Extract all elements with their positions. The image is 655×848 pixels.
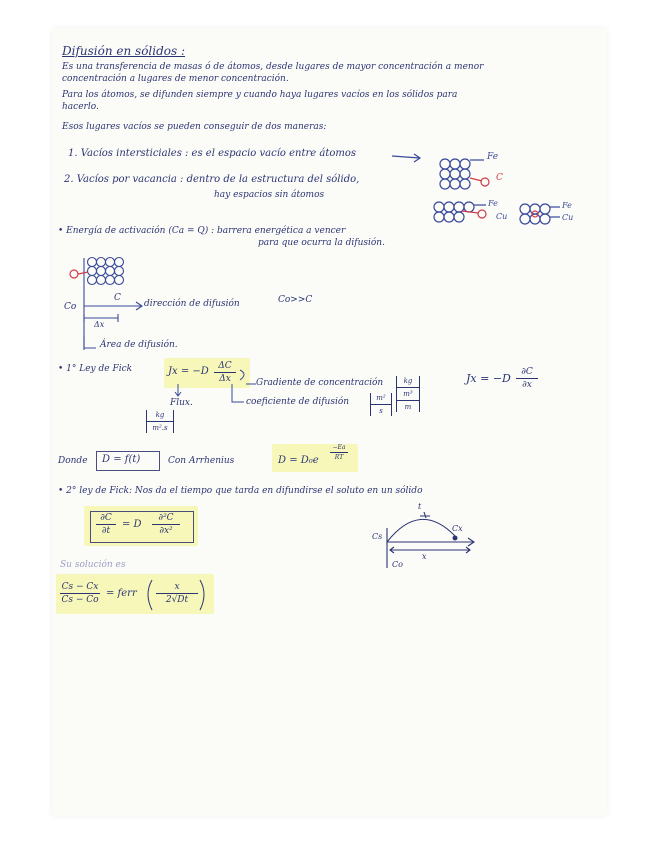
label-fe-1: Fe <box>487 152 499 162</box>
fick1-partial-den: ∂x <box>522 380 532 390</box>
unit3-den: m².s <box>152 424 168 432</box>
fick1-gradient: Gradiente de concentración <box>256 378 384 388</box>
arrhenius-exp-den: RT <box>334 454 344 461</box>
fick1-flux: Flux. <box>170 398 193 408</box>
label-cu-2: Cu <box>562 213 574 222</box>
intro-line-1: Es una transferencia de masas ó de átomos, desde lugares de mayor concentración a menor <box>62 62 484 72</box>
fick2-num-right: ∂²C <box>158 513 174 523</box>
atoms-line-2: hacerlo. <box>62 102 99 112</box>
diagram-area: Área de difusión. <box>100 340 178 350</box>
fick1-coef: coeficiente de difusión <box>246 397 350 407</box>
vacancies-intro: Esos lugares vacíos se pueden conseguir de dos maneras: <box>62 122 327 132</box>
donde-label: Donde <box>58 456 88 466</box>
diagram-direction: dirección de difusión <box>144 299 240 309</box>
item-vacancy: 2. Vacíos por vacancia : dentro de la estructura del sólido, <box>64 174 360 185</box>
label-fe-3: Fe <box>562 201 572 210</box>
activation-line-2: para que ocurra la difusión. <box>258 238 385 248</box>
unit1-den: m³ <box>403 390 413 398</box>
arrhenius-eq: D = D₀e <box>278 455 319 466</box>
activation-line-1: • Energía de activación (Ca = Q) : barrera energética a vencer <box>58 226 346 236</box>
fick2-label: • 2° ley de Fick: Nos da el tiempo que tarda en difundirse el soluto en un sólido <box>58 486 423 496</box>
item-interstitial: 1. Vacíos intersticiales : es el espacio vacío entre átomos <box>68 148 356 159</box>
diagram-c-label: C <box>114 293 121 303</box>
graph-cx-label: Cx <box>452 524 463 533</box>
label-cu-1: Cu <box>496 212 508 221</box>
item-vacancy-cont: hay espacios sin átomos <box>214 190 325 200</box>
fick1-partial-left: Jx = −D <box>466 372 511 385</box>
unit1-num: kg <box>403 377 413 385</box>
arrhenius-exp-num: −Ea <box>332 444 346 451</box>
graph-x-label: x <box>422 552 427 561</box>
label-fe-2: Fe <box>488 199 498 208</box>
atoms-line-1: Para los átomos, se difunden siempre y cuando haya lugares vacíos en los sólidos para <box>62 90 458 100</box>
diagram-dx: Δx <box>94 320 105 329</box>
fick2-den-left: ∂t <box>101 526 111 536</box>
fick2-den-right: ∂x² <box>159 526 173 536</box>
intro-line-2: concentración a lugares de menor concentración. <box>62 74 289 84</box>
solution-den: Cs − Co <box>61 595 99 605</box>
solution-arg-den: 2√Dt <box>165 595 189 605</box>
fick1-label: • 1° Ley de Fick <box>58 364 133 374</box>
fick1-partial-num: ∂C <box>521 367 533 377</box>
diagram-co-label: Co <box>64 302 77 312</box>
graph-co-label: Co <box>392 560 403 569</box>
unit2-den: s <box>379 407 383 415</box>
fick2-num-left: ∂C <box>100 513 112 523</box>
diagram-comparison: Co>>C <box>278 295 313 305</box>
solution-mid: = ferr <box>106 588 137 599</box>
unit2-num: m² <box>376 394 386 402</box>
unit1-bottom: m <box>404 403 412 411</box>
fick2-mid: = D <box>122 519 142 530</box>
page-title: Difusión en sólidos : <box>62 44 186 58</box>
fick1-eq-left: Jx = −D <box>168 366 209 377</box>
label-c: C <box>496 173 503 183</box>
solution-num: Cs − Cx <box>61 582 99 592</box>
fick1-num: ΔC <box>218 361 232 371</box>
donde-eq: D = f(t) <box>102 454 141 465</box>
fick1-den: Δx <box>219 374 231 384</box>
solution-arg-fraction <box>156 582 198 605</box>
unit3-num: kg <box>155 411 165 419</box>
arrhenius-label: Con Arrhenius <box>168 456 235 466</box>
graph-t-label: t <box>418 502 422 511</box>
solution-label: Su solución es <box>60 560 126 570</box>
solution-arg-num: x <box>174 582 180 592</box>
graph-cs-label: Cs <box>372 532 383 541</box>
